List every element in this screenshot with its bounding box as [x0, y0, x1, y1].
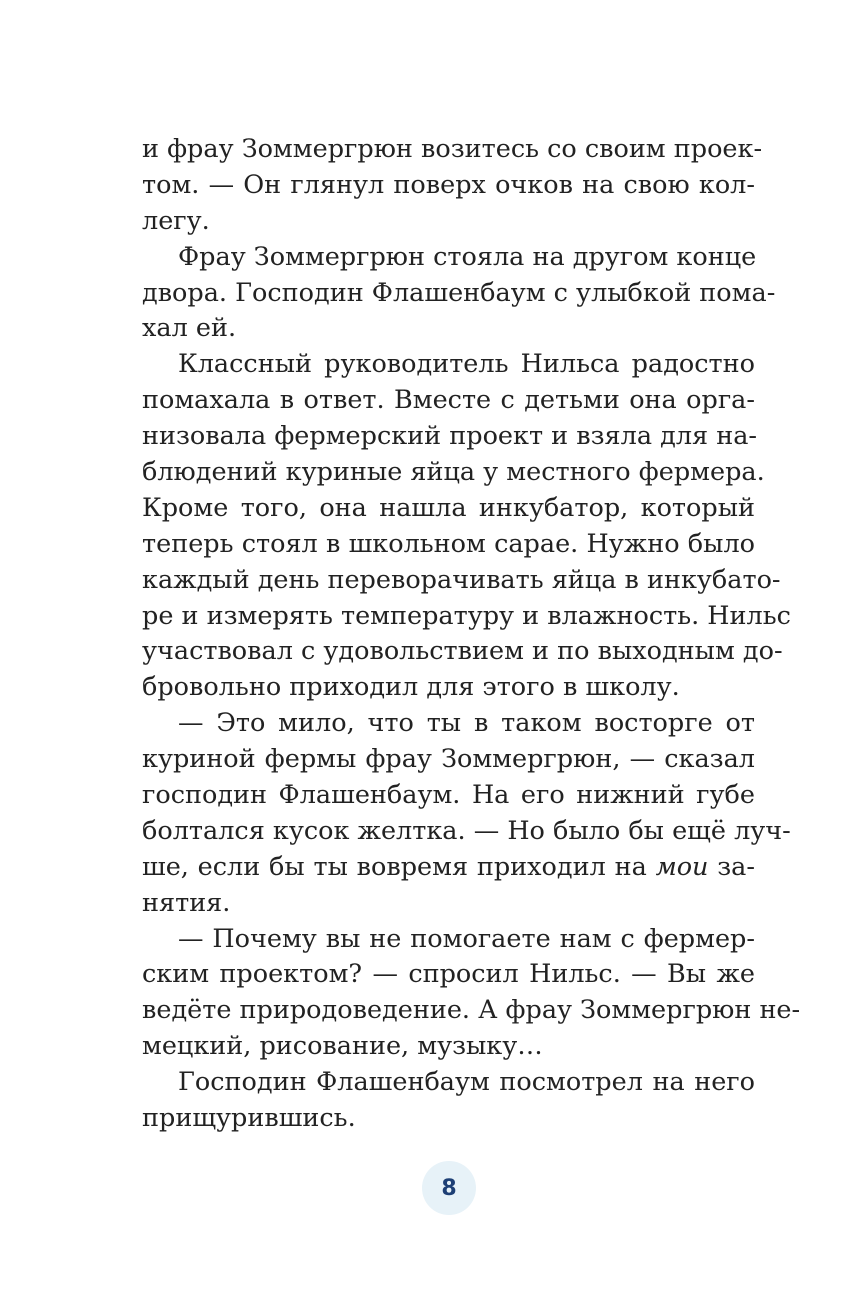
paragraph-3: [142, 347, 791, 706]
text-line: господин Флашенбаум. На его нижний губе: [142, 780, 755, 811]
text-line: Господин Флашенбаум посмотрел на него: [178, 1067, 755, 1098]
text-line: том. — Он глянул поверх очков на свою кол-: [142, 169, 755, 200]
text-line: — Это мило, что ты в таком восторге от: [178, 708, 755, 739]
text-line: нятия.: [142, 887, 231, 918]
emphasis: мои: [655, 851, 709, 882]
text-line: участвовал с удовольствием и по выходным до-: [142, 636, 783, 667]
text-line: и фрау Зоммергрюн возитесь со своим проек-: [142, 134, 763, 164]
text-line: теперь стоял в школьном сарае. Нужно было: [142, 528, 755, 559]
text-line: — Почему вы не помогаете нам с фермер-: [178, 923, 755, 954]
text-line: мецкий, рисование, музыку…: [142, 1031, 543, 1062]
text-line: ре и измерять температуру и влажность. Нильс: [142, 600, 791, 631]
paragraph-5: [142, 922, 801, 1066]
page-number-badge: [422, 1161, 476, 1215]
text-line: легу.: [142, 205, 210, 236]
paragraph-2: [142, 240, 776, 348]
paragraph-1: [142, 132, 763, 240]
text-line: бровольно приходил для этого в школу.: [142, 672, 680, 703]
text-line: каждый день переворачивать яйца в инкубато-: [142, 564, 781, 595]
text-line: ведёте природоведение. А фрау Зоммергрюн не-: [142, 995, 801, 1026]
page-text: [142, 132, 801, 1137]
page-number: 8: [441, 1175, 457, 1201]
paragraph-4: [142, 706, 791, 921]
text-line: блюдений куриные яйца у местного фермера.: [142, 457, 765, 488]
text-line: Кроме того, она нашла инкубатор, который: [142, 492, 755, 523]
text-line: низовала фермерский проект и взяла для на-: [142, 421, 758, 452]
text-line: прищурившись.: [142, 1103, 356, 1134]
text-line: Фрау Зоммергрюн стояла на другом конце: [178, 241, 757, 272]
paragraph-6: [142, 1065, 755, 1137]
text-line: хал ей.: [142, 313, 237, 344]
text-line: болтался кусок желтка. — Но было бы ещё луч-: [142, 815, 791, 846]
text-line: Классный руководитель Нильса радостно: [178, 349, 755, 380]
text-line: ше, если бы ты вовремя приходил на мои за-: [142, 851, 755, 882]
text-line: ским проектом? — спросил Нильс. — Вы же: [142, 959, 755, 990]
text-line: двора. Господин Флашенбаум с улыбкой пома-: [142, 277, 776, 308]
text-line: куриной фермы фрау Зоммергрюн, — сказал: [142, 744, 755, 775]
text-line: помахала в ответ. Вместе с детьми она орга-: [142, 385, 755, 416]
